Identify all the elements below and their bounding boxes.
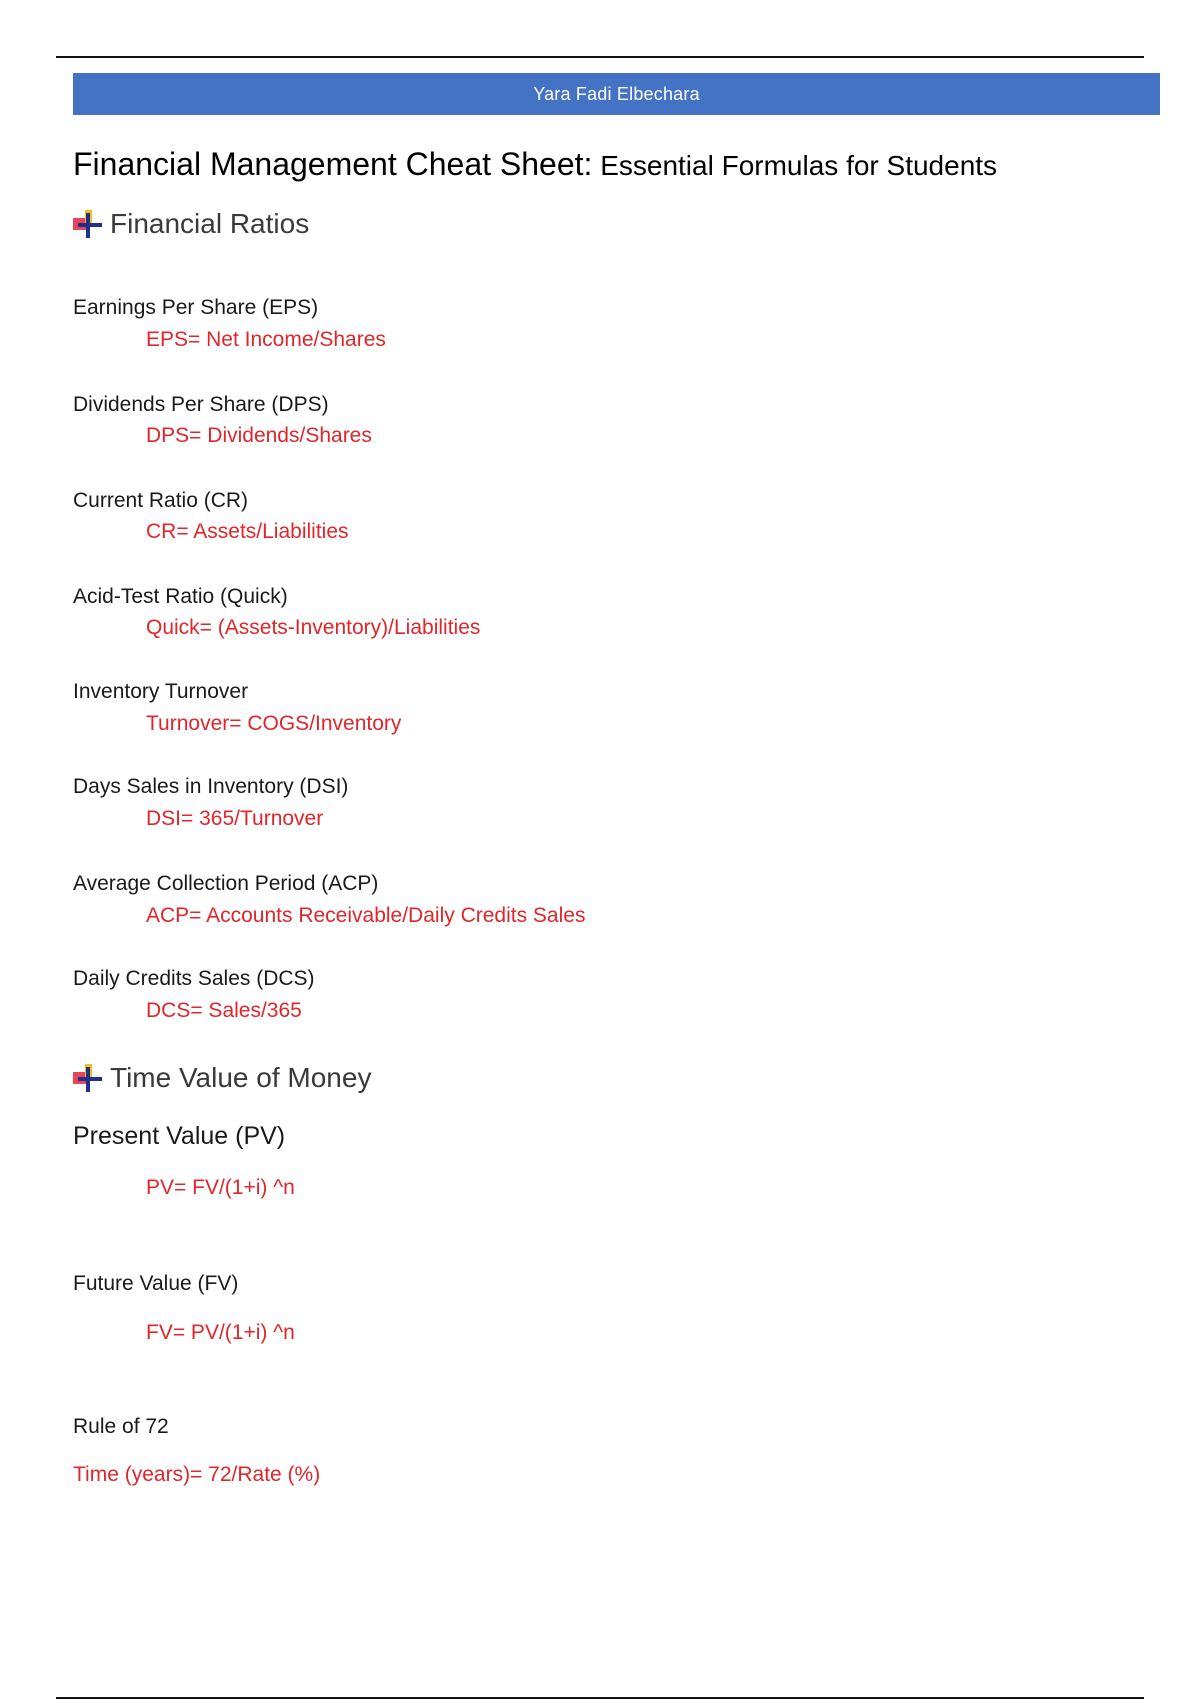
header-bar <box>73 73 1160 115</box>
label-dcs: Daily Credits Sales (DCS) <box>73 967 315 990</box>
label-present-value: Present Value (PV) <box>73 1122 286 1150</box>
label-eps: Earnings Per Share (EPS) <box>73 296 319 319</box>
section-heading-label: Financial Ratios <box>110 208 310 239</box>
formula-acp: ACP= Accounts Receivable/Daily Credits Sales <box>146 904 586 927</box>
formula-acid-test: Quick= (Assets-Inventory)/Liabilities <box>146 616 481 639</box>
formula-dps: DPS= Dividends/Shares <box>146 424 372 447</box>
formula-eps: EPS= Net Income/Shares <box>146 328 386 351</box>
label-rule-of-72: Rule of 72 <box>73 1415 169 1438</box>
formula-dcs: DCS= Sales/365 <box>146 999 302 1022</box>
formula-dsi: DSI= 365/Turnover <box>146 807 324 830</box>
section-heading-label: Time Value of Money <box>110 1062 372 1093</box>
label-acp: Average Collection Period (ACP) <box>73 872 379 895</box>
author-name: Yara Fadi Elbechara <box>533 83 700 104</box>
label-acid-test: Acid-Test Ratio (Quick) <box>73 585 288 608</box>
bullet-cross-icon <box>73 1063 103 1093</box>
label-dps: Dividends Per Share (DPS) <box>73 393 329 416</box>
label-current-ratio: Current Ratio (CR) <box>73 489 249 512</box>
bottom-divider <box>56 1697 1144 1699</box>
page-title-main: Financial Management Cheat Sheet: <box>73 146 593 182</box>
formula-rule-of-72: Time (years)= 72/Rate (%) <box>73 1463 321 1486</box>
formula-future-value: FV= PV/(1+i) ^n <box>146 1321 295 1344</box>
formula-present-value: PV= FV/(1+i) ^n <box>146 1176 295 1199</box>
label-dsi: Days Sales in Inventory (DSI) <box>73 775 349 798</box>
formula-inventory-turnover: Turnover= COGS/Inventory <box>146 712 402 735</box>
page-title <box>73 146 997 183</box>
label-inventory-turnover: Inventory Turnover <box>73 680 249 703</box>
formula-current-ratio: CR= Assets/Liabilities <box>146 520 349 543</box>
bullet-cross-icon <box>73 209 103 239</box>
section-heading-financial-ratios <box>73 208 309 240</box>
page-title-sub: Essential Formulas for Students <box>592 150 998 181</box>
label-future-value: Future Value (FV) <box>73 1272 239 1295</box>
top-divider <box>56 56 1144 58</box>
section-heading-time-value <box>73 1062 371 1094</box>
